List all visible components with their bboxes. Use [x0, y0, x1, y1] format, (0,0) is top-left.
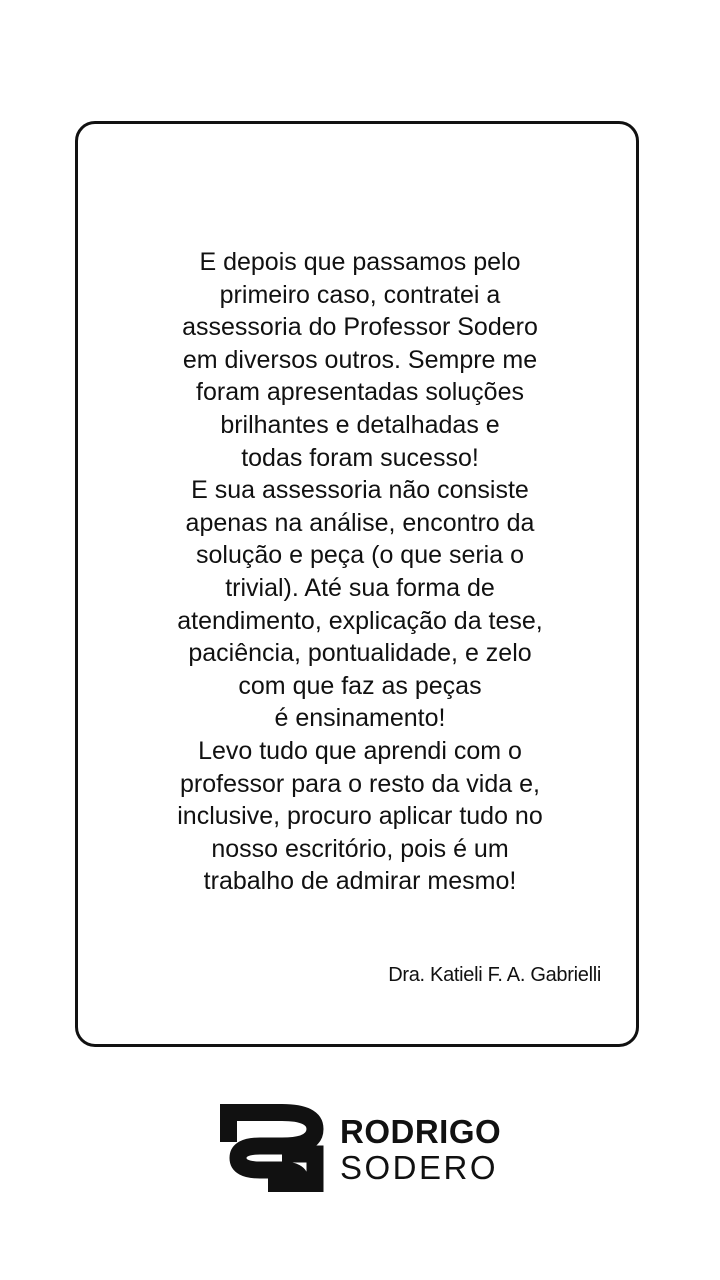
testimonial-line: paciência, pontualidade, e zelo: [188, 639, 532, 668]
testimonial-line: trabalho de admirar mesmo!: [203, 867, 517, 896]
testimonial-line: é ensinamento!: [274, 704, 446, 733]
testimonial-line: foram apresentadas soluções: [196, 378, 524, 407]
testimonial-line: em diversos outros. Sempre me: [182, 345, 538, 374]
testimonial-line: atendimento, explicação da tese,: [177, 606, 543, 635]
rs-monogram-icon: [220, 1104, 324, 1192]
testimonial-line: primeiro caso, contratei a: [219, 280, 501, 309]
testimonial-author: Dra. Katieli F. A. Gabrielli: [388, 964, 601, 986]
testimonial-card: [75, 121, 639, 1047]
brand-logo: [220, 1104, 510, 1192]
testimonial-line: trivial). Até sua forma de: [225, 573, 495, 602]
testimonial-line: com que faz as peças: [238, 671, 482, 700]
testimonial-line: nosso escritório, pois é um: [211, 834, 509, 863]
brand-last-name: SODERO: [340, 1149, 499, 1186]
testimonial-line: E sua assessoria não consiste: [191, 476, 529, 505]
testimonial-text: [78, 246, 642, 898]
testimonial-line: professor para o resto da vida e,: [180, 769, 540, 798]
testimonial-line: assessoria do Professor Sodero: [182, 313, 538, 342]
testimonial-line: E depois que passamos pelo: [199, 248, 521, 276]
testimonial-line: solução e peça (o que seria o: [196, 541, 524, 570]
testimonial-line: todas foram sucesso!: [241, 443, 479, 472]
brand-first-name: RODRIGO: [340, 1113, 502, 1150]
testimonial-line: Levo tudo que aprendi com o: [198, 736, 522, 765]
testimonial-line: apenas na análise, encontro da: [185, 508, 535, 537]
testimonial-line: brilhantes e detalhadas e: [220, 410, 500, 439]
testimonial-line: inclusive, procuro aplicar tudo no: [177, 802, 543, 831]
